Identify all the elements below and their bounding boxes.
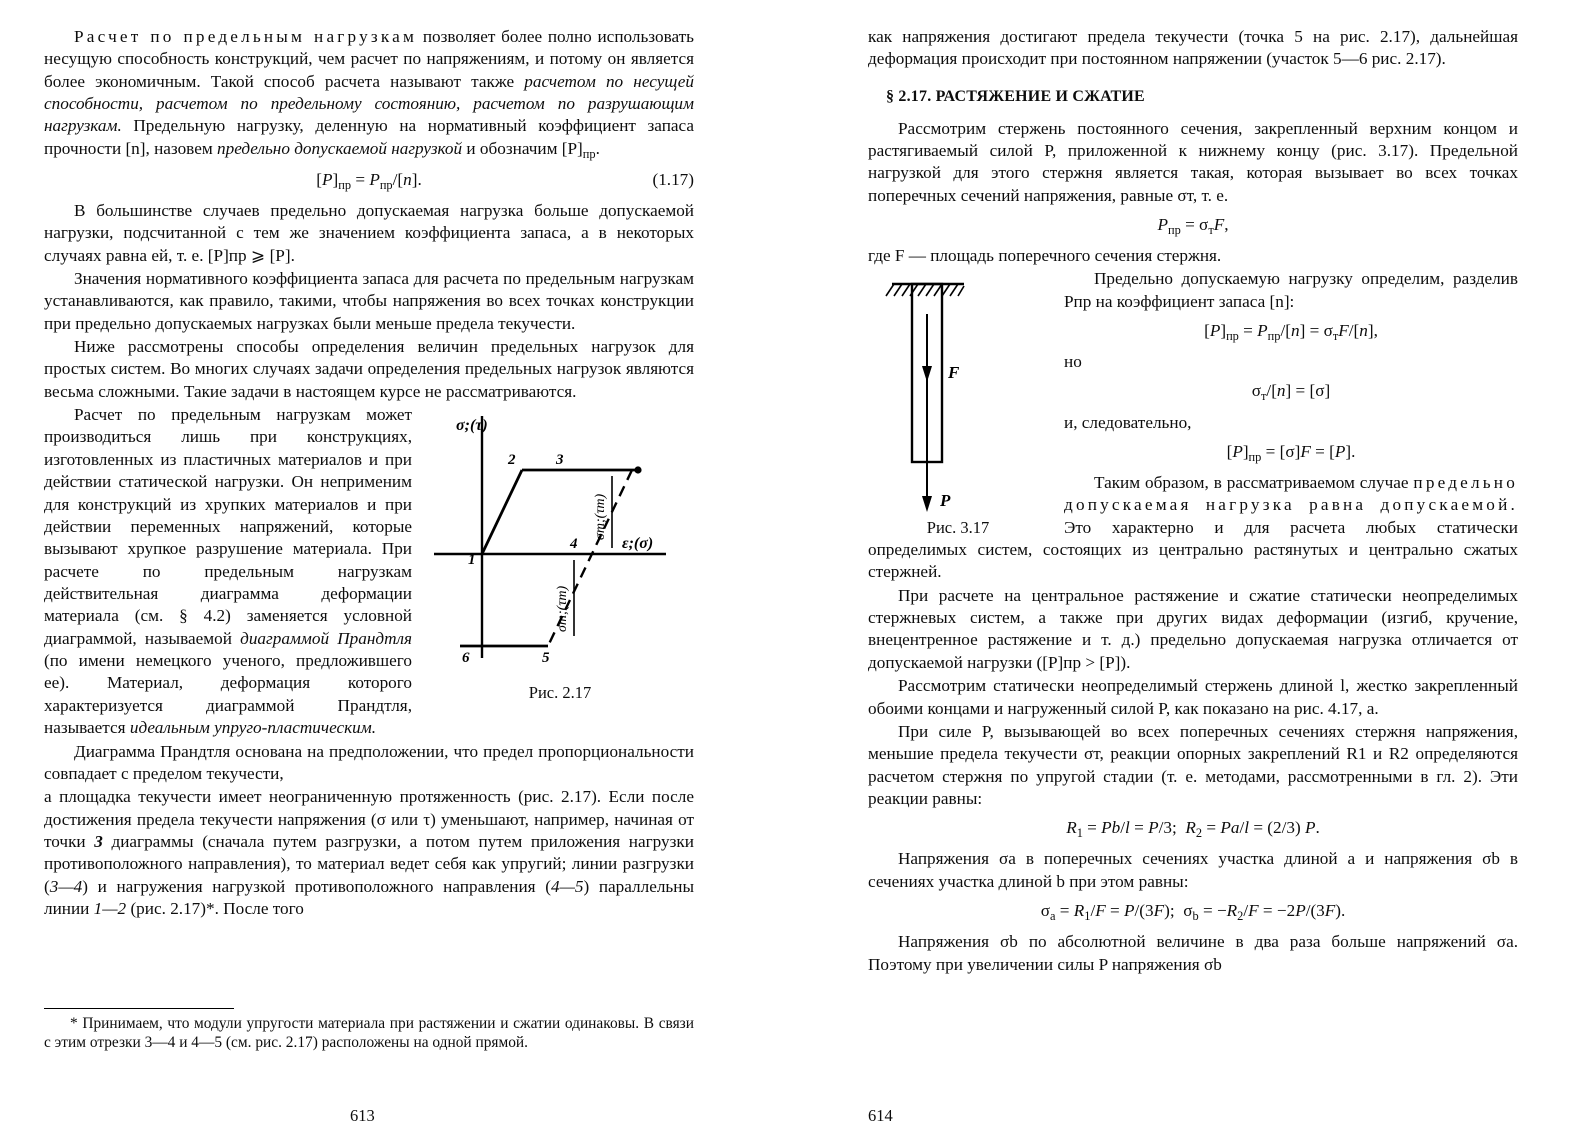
formula-body: $[P]_{пр} = P_{пр}/[n]$. [316,169,422,192]
text: Расчет по предельным нагрузкам может производиться лишь при конструкциях, изготовленных из пластичных материалов и при действии статической нагрузки. Он неприменим для конструкций из хрупких материалов и при действии переменных напряжений, которые вызывают хрупкое разрушение материала. При расчете по предельным нагрузкам действительная диаграмма деформации материала (см. § 4.2) заменяется условной диаграммой, называемой [44,405,412,648]
point-number: 3 [94,831,103,851]
paragraph-r12: Напряжения σb по абсолютной величине в два раза больше напряжений σa. Поэтому при увеличении силы P напряжения σb [868,932,1518,974]
paragraph-r11: Напряжения σa в поперечных сечениях участка длиной a и напряжения σb в сечениях участка длиной b при этом равны: [868,849,1518,891]
paragraph-r3: где F — площадь поперечного сечения стержня. [868,246,1222,265]
formula-r4 [868,441,1518,465]
text: Предельную нагрузку, деленную на нормативный коэффициент запаса прочности [n], назовем [44,116,694,158]
paragraph-4: Ниже рассмотрены способы определения величин предельных нагрузок для простых систем. Во многих случаях задачи определения предельных нагрузок являются весьма сложными. Такие задачи в настоящем курсе не рассматриваются. [44,337,694,401]
section-heading: § 2.17. РАСТЯЖЕНИЕ И СЖАТИЕ [886,87,1145,105]
emphasis-spaced: Расчет по предельным нагрузкам [74,27,418,46]
text: а площадка текучести имеет неограниченную протяженность (рис. 2.17). Если после достижения предела текучести напряжения (σ или τ) уменьшают, например, начиная от точки [44,787,694,851]
svg-text:5: 5 [542,650,550,667]
paragraph-6: Диаграмма Прандтля основана на предположении, что предел пропорциональности совпадает с пределом текучести, [44,741,694,783]
paragraph-r8: При расчете на центральное растяжение и сжатие статически неопределимых стержневых систем, а также при других видах деформации (изгиб, кручение, внецентренное растяжение и т. д.) предельно допускаемая нагрузка отличается от допускаемой нагрузки ([P]пр > [P]). [868,585,1518,672]
figure-3-17-caption: Рис. 3.17 [926,517,990,537]
formula-body: $\sigma_a = R_1/F = P/(3F)$; $\sigma_b = -R_2/F = -2P/(3F)$. [1040,901,1346,924]
svg-text:1: 1 [468,552,476,569]
paragraph-r5: но [1064,352,1082,372]
svg-text:σ;(τ): σ;(τ) [456,417,488,435]
paragraph-7 [44,786,694,920]
formula-body: $\sigma_т/[n] = [\sigma]$ [1251,381,1331,404]
prandtl-diagram [426,408,694,680]
svg-text:F: F [948,363,960,383]
formula-body: $R_1 = Pb/l = P/3$; $R_2 = Pa/l = (2/3)$ P. [1066,818,1320,841]
footnote-block [44,1008,694,1054]
formula-r2 [868,320,1518,344]
paragraph-r4: Предельно допускаемую нагрузку определим, разделив Pпр на коэффициент запаса [n]: [1064,269,1518,311]
left-column [44,26,694,921]
svg-text:4: 4 [570,536,578,553]
formula-body: $[P]_{пр} = [\sigma]F = [P]$. [1226,441,1356,464]
formula-r3 [868,380,1518,404]
subscript: пр [582,146,596,161]
footnote-text: * Принимаем, что модули упругости материала при растяжении и сжатии одинаковы. В связи с этим отрезки 3—4 и 4—5 (см. рис. 2.17) расположены на одной прямой. [44,1015,694,1052]
page-number-right: 614 [868,1106,893,1125]
svg-text:6: 6 [462,650,470,667]
svg-text:2: 2 [508,452,516,469]
segment-label: 3—4 [49,876,83,896]
formula-body: $[P]_{пр} = P_{пр}/[n] = \sigma_тF/[n]$, [1204,321,1378,344]
paragraph-r6: и, следовательно, [1064,412,1192,432]
text: Это характерно и для расчета любых статически определимых систем, состоящих из центрально растянутых и центрально сжатых стержней. [868,517,1518,582]
text: (по имени немецкого ученого, предложившего ее). Материал, деформация которого характеризуется диаграммой Прандтля, называется [44,651,412,738]
paragraph-intro [44,26,694,162]
paragraph-r10: При силе P, вызывающей во всех поперечных сечениях стержня напряжения, меньшие предела текучести σт, реакции опорных закреплений R1 и R2 определяются расчетом стержня по упругой стадии (т. е. методами, рассмотренными в гл. 2). Эти реакции равны: [868,721,1518,808]
footnote-divider [44,1008,234,1009]
formula-number: (1.17) [652,169,694,189]
text: позволяет более полно использовать несущую способность конструкций, чем расчет по напряжениям, и потому он является более экономичным. Такой способ расчета называют также [44,27,694,91]
paragraph-r9: Рассмотрим статически неопределимый стержень длиной l, жестко закрепленный обоими концами и нагруженный силой P, как показано на рис. 4.17, а. [868,676,1518,718]
italic-term: идеальным упруго-пластическим. [129,718,377,738]
formula-1-17 [44,169,694,193]
segment-label: 1—2 [93,899,127,919]
svg-text:σт;(τт): σт;(τт) [555,586,570,633]
segment-label: 4—5 [550,876,584,896]
formula-r1 [868,214,1518,238]
svg-text:σт;(τт): σт;(τт) [593,494,608,541]
text: . [595,138,600,158]
formula-r6 [868,900,1518,924]
text: ) и нагружения нагрузкой противоположного направления ( [82,876,551,896]
italic-term: предельно допускаемой нагрузкой [217,138,463,158]
emphasis-spaced: предельно допускаемая нагрузка равна допускаемой. [1064,472,1518,515]
text: диаграммы (сначала путем разгрузки, а потом путем приложения нагрузки противоположного направления), то материал ведет себя как упругий; линии разгрузки ( [44,831,694,896]
text: ) параллельны линии [44,876,694,919]
formula-r5 [868,817,1518,841]
text: Таким образом, в рассматриваемом случае [1094,472,1414,492]
figure-3-17 [868,274,1048,536]
paragraph-3: Значения нормативного коэффициента запаса для расчета по предельным нагрузкам устанавливаются, как правило, такими, чтобы напряжения во всех точках конструкции при предельно допускаемых нагрузках были меньше предела текучести. [44,268,694,333]
paragraph-2: В большинстве случаев предельно допускаемая нагрузка больше допускаемой нагрузки, подсчитанной с тем же значением коэффициента запаса, а в некоторых случаях равна ей, т. е. [P]пр ⩾ [P]. [44,200,694,265]
figure-2-17 [426,408,694,703]
svg-text:P: P [940,491,951,511]
svg-text:3: 3 [556,452,564,469]
paragraph-r2: Рассмотрим стержень постоянного сечения, закрепленный верхним концом и растягиваемый силой P, приложенной к нижнему концу (рис. 3.17). Предельной нагрузкой для этого стержня является такая, которая вызывает во всех точках поперечных сечений напряжения, равные σт, т. е. [868,118,1518,205]
formula-body: $P_{пр} = \sigma_тF$, [1157,214,1229,237]
right-column [868,26,1518,977]
paragraph-continued: как напряжения достигают предела текучести (точка 5 на рис. 2.17), дальнейшая деформация происходит при постоянном напряжении (участок 5—6 рис. 2.17). [868,27,1518,69]
text: (рис. 2.17)*. После того [126,899,304,919]
italic-terms: расчетом по несущей способности, расчетом по предельному состоянию, расчетом по разрушающим нагрузкам. [44,71,694,136]
svg-text:ε;(σ): ε;(σ) [622,535,654,553]
italic-term: диаграммой Прандтля [240,628,412,648]
page-number-left: 613 [350,1106,375,1125]
text: и обозначим [P] [462,138,583,158]
figure-2-17-caption: Рис. 2.17 [528,683,592,703]
